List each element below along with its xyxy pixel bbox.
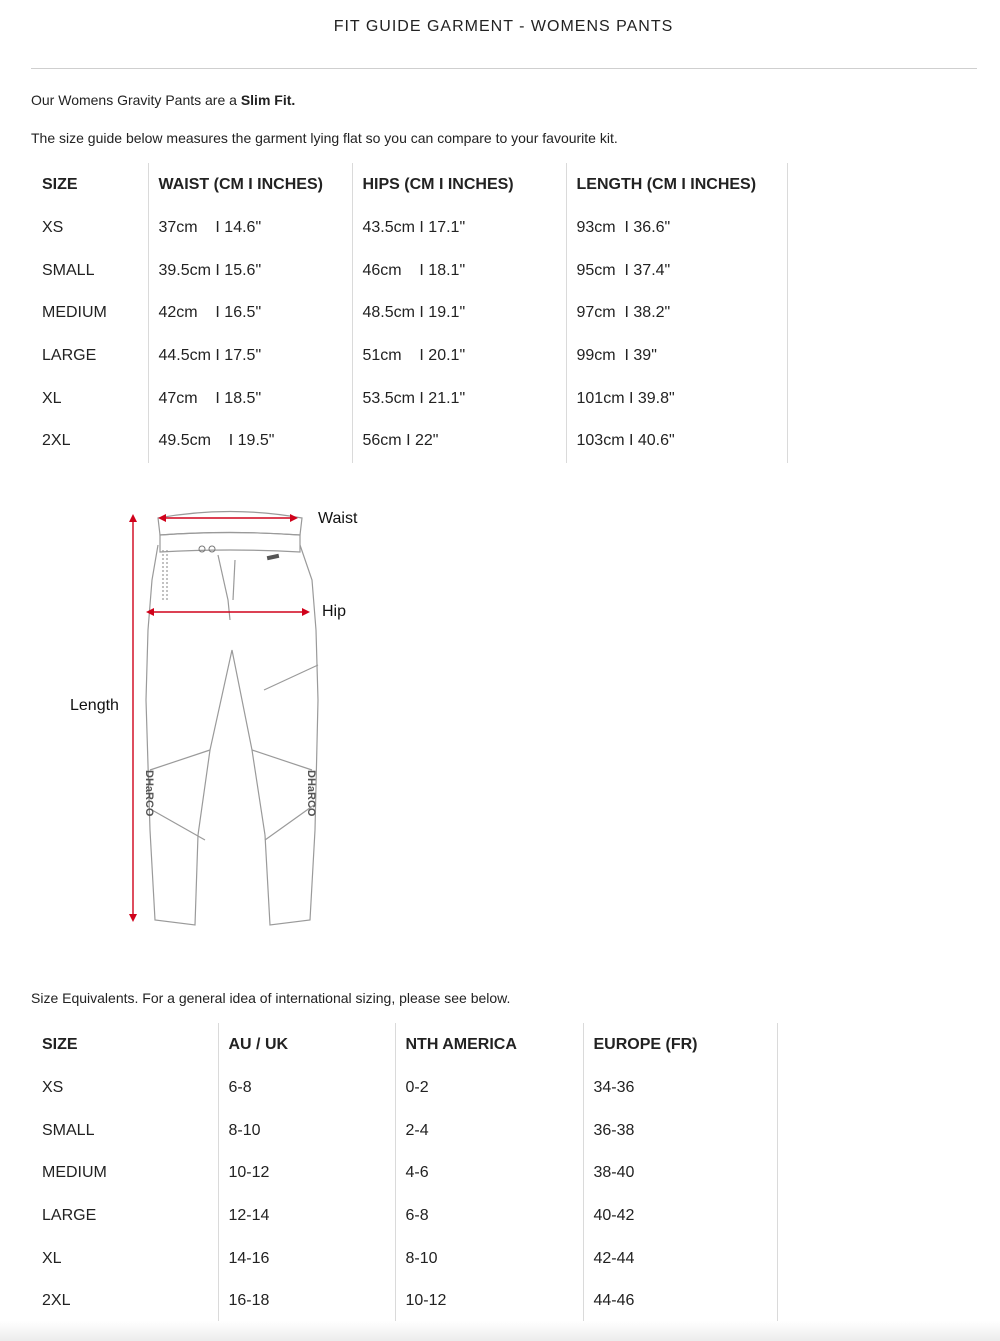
header-cell: SIZE [31,163,148,207]
header-cell: SIZE [31,1023,218,1067]
nth-america-cell: 6-8 [395,1195,583,1238]
table-row [31,1195,777,1238]
size-cell: MEDIUM [31,1152,218,1195]
length-label: Length [70,697,119,714]
size-cell: LARGE [31,1195,218,1238]
au-uk-cell: 6-8 [218,1067,395,1110]
au-uk-cell: 8-10 [218,1110,395,1153]
table-row [31,420,787,463]
au-uk-cell: 16-18 [218,1280,395,1323]
header-cell: HIPS (CM I INCHES) [352,163,566,207]
nth-america-cell: 4-6 [395,1152,583,1195]
size-cell: XL [31,377,148,420]
hips-cell: 48.5cm I 19.1" [352,292,566,335]
size-cell: LARGE [31,335,148,378]
europe-cell: 36-38 [583,1110,777,1153]
europe-cell: 38-40 [583,1152,777,1195]
hips-cell: 51cm I 20.1" [352,335,566,378]
hips-cell: 46cm I 18.1" [352,250,566,293]
waist-cell: 47cm I 18.5" [148,377,352,420]
nth-america-cell: 10-12 [395,1280,583,1323]
waist-cell: 37cm I 14.6" [148,207,352,250]
table-header-row [31,1023,777,1067]
page-bottom-edge [0,1321,1000,1341]
waist-cell: 44.5cm I 17.5" [148,335,352,378]
guide-note: The size guide below measures the garment lying flat so you can compare to your favourite kit. [31,130,618,146]
table-row [31,250,787,293]
waist-label: Waist [318,510,358,527]
hip-label: Hip [322,603,347,620]
header-cell: AU / UK [218,1023,395,1067]
size-cell: 2XL [31,1280,218,1323]
pants-diagram [60,500,380,940]
size-equivalents-table [31,1023,778,1323]
size-cell: SMALL [31,1110,218,1153]
equivalents-note: Size Equivalents. For a general idea of international sizing, please see below. [31,990,511,1006]
length-cell: 95cm I 37.4" [566,250,787,293]
fit-type: Slim Fit. [240,92,296,108]
au-uk-cell: 14-16 [218,1237,395,1280]
length-cell: 101cm I 39.8" [566,377,787,420]
table-row [31,1152,777,1195]
europe-cell: 42-44 [583,1237,777,1280]
table-row [31,1067,777,1110]
header-cell: WAIST (CM I INCHES) [148,163,352,207]
measurement-table [31,163,788,463]
length-cell: 97cm I 38.2" [566,292,787,335]
length-cell: 103cm I 40.6" [566,420,787,463]
au-uk-cell: 10-12 [218,1152,395,1195]
header-cell: NTH AMERICA [395,1023,583,1067]
hips-cell: 43.5cm I 17.1" [352,207,566,250]
page-title: FIT GUIDE GARMENT - WOMENS PANTS [333,18,674,35]
size-cell: XL [31,1237,218,1280]
size-cell: XS [31,1067,218,1110]
title-divider [31,68,977,69]
table-row [31,1110,777,1153]
intro-text [31,92,295,108]
hips-cell: 56cm I 22" [352,420,566,463]
nth-america-cell: 0-2 [395,1067,583,1110]
au-uk-cell: 12-14 [218,1195,395,1238]
europe-cell: 40-42 [583,1195,777,1238]
table-row [31,207,787,250]
header-cell: EUROPE (FR) [583,1023,777,1067]
hips-cell: 53.5cm I 21.1" [352,377,566,420]
waist-cell: 49.5cm I 19.5" [148,420,352,463]
nth-america-cell: 8-10 [395,1237,583,1280]
length-cell: 99cm I 39" [566,335,787,378]
europe-cell: 44-46 [583,1280,777,1323]
length-cell: 93cm I 36.6" [566,207,787,250]
size-cell: 2XL [31,420,148,463]
table-row [31,335,787,378]
table-row [31,292,787,335]
waist-cell: 39.5cm I 15.6" [148,250,352,293]
nth-america-cell: 2-4 [395,1110,583,1153]
size-cell: MEDIUM [31,292,148,335]
size-cell: XS [31,207,148,250]
brand-mark-left: DHaRCO [143,770,155,817]
table-row [31,377,787,420]
table-row [31,1237,777,1280]
europe-cell: 34-36 [583,1067,777,1110]
size-cell: SMALL [31,250,148,293]
waist-cell: 42cm I 16.5" [148,292,352,335]
header-cell: LENGTH (CM I INCHES) [566,163,787,207]
table-row [31,1280,777,1323]
table-header-row [31,163,787,207]
pants-illustration [60,500,380,940]
brand-mark-right: DHaRCO [305,770,317,817]
intro-prefix: Our Womens Gravity Pants are a [31,92,241,108]
